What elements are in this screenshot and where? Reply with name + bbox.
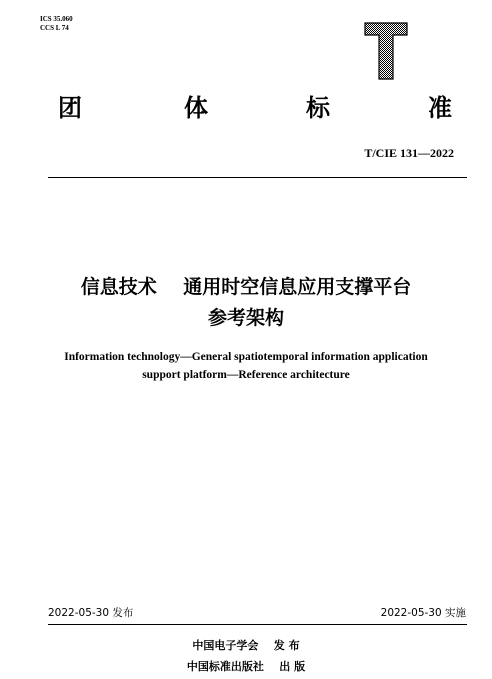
standard-type-char-4: 准 (428, 94, 452, 122)
implementation-date: 2022-05-30 实施 (380, 607, 466, 619)
publisher-line-1: 中国电子学会 发 布 (192, 639, 300, 652)
ccs-code: CCS L 74 (40, 24, 69, 32)
bottom-divider (48, 624, 467, 625)
title-english-line-1: Information technology—General spatiotemporal information application (64, 351, 428, 363)
ics-code: ICS 35.060 (40, 15, 73, 23)
standard-type-char-1: 团 (58, 94, 82, 122)
title-english-line-2: support platform—Reference architecture (142, 369, 350, 381)
standard-type-char-2: 体 (184, 94, 208, 122)
standard-type-char-3: 标 (306, 94, 330, 122)
standard-number: T/CIE 131—2022 (364, 146, 454, 160)
title-chinese-line-2: 参考架构 (207, 307, 284, 329)
standard-t-logo (364, 22, 408, 80)
publisher-line-2: 中国标准出版社 出 版 (186, 660, 306, 673)
top-divider (48, 177, 467, 178)
issue-date: 2022-05-30 发布 (48, 607, 134, 619)
title-chinese-line-1: 信息技术 通用时空信息应用支撑平台 (80, 276, 412, 298)
classification-codes (40, 15, 73, 33)
